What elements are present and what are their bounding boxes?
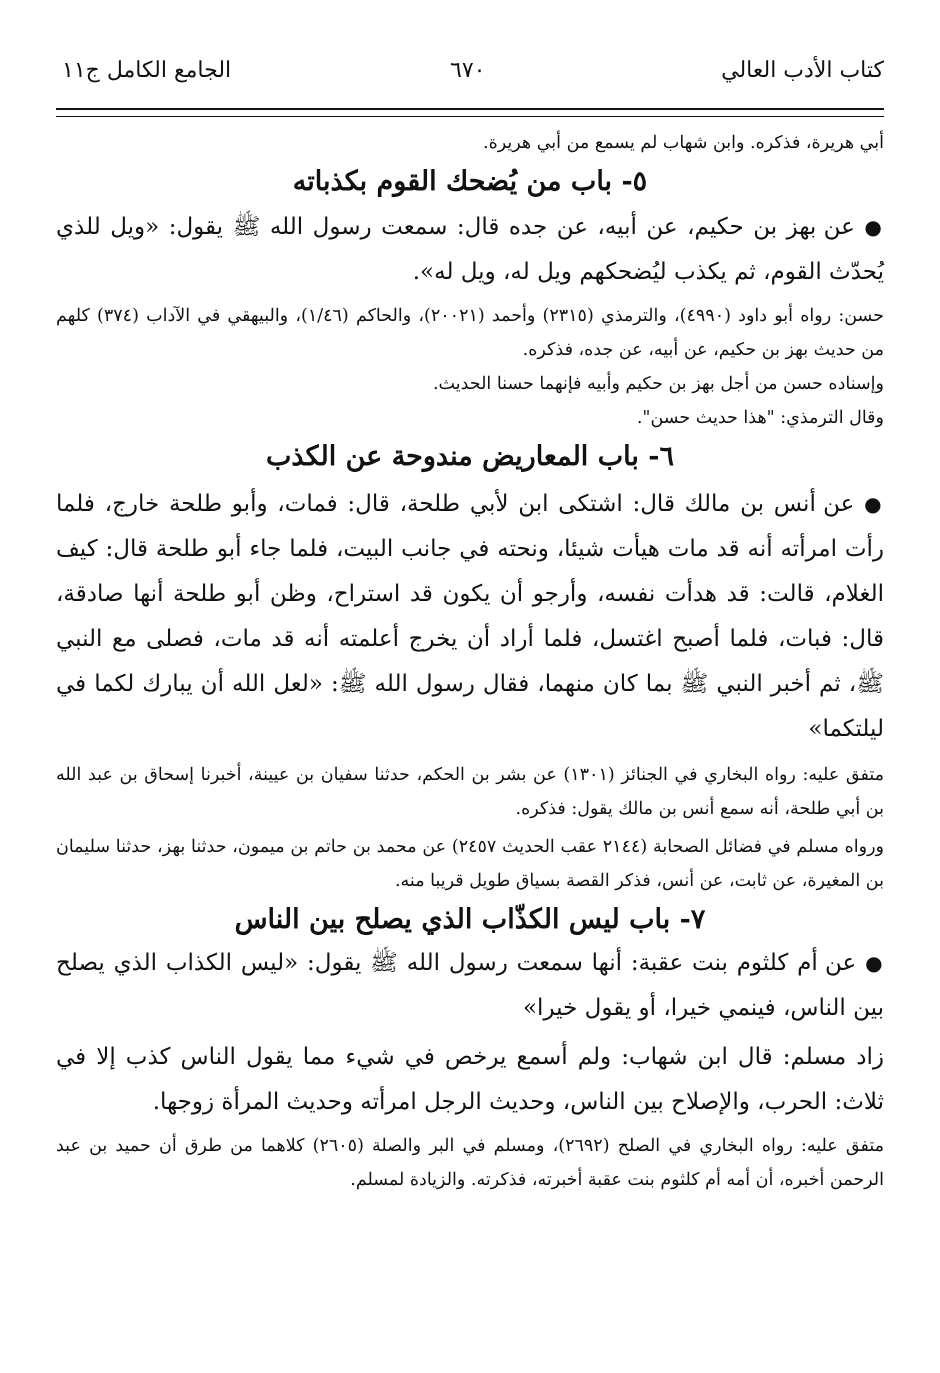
takhrij-note: متفق عليه: رواه البخاري في الصلح (٢٦٩٢)، ومسلم في البر والصلة (٢٦٠٥) كلاهما من طرق أن حميد بن عبد الرحمن أخبره، أن أمه أم كلثوم بنت عقبة أخبرته، فذكرته. والزيادة لمسلم.	[56, 1136, 884, 1190]
takhrij-note: حسن: رواه أبو داود (٤٩٩٠)، والترمذي (٢٣١٥) وأحمد (٢٠٠٢١)، والحاكم (١/٤٦)، والبيهقي في الآداب (٣٧٤) كلهم من حديث بهز بن حكيم، عن أبيه، عن جده، فذكره.	[56, 306, 884, 360]
takhrij-note: ورواه مسلم في فضائل الصحابة (٢١٤٤ عقب الحديث ٢٤٥٧) عن محمد بن حاتم بن ميمون، حدثنا بهز، حدثنا سليمان بن المغيرة، عن ثابت، عن أنس، فذكر القصة بسياق طويل قريبا منه.	[56, 837, 884, 891]
header-rule-thin	[56, 116, 884, 117]
hadith-text: عن بهز بن حكيم، عن أبيه، عن جده قال: سمعت رسول الله ﷺ يقول: «ويل للذي يُحدّث القوم، ثم يكذب ليُضحكهم ويل له، ويل له».	[56, 214, 884, 285]
addition-paragraph: زاد مسلم: قال ابن شهاب: ولم أسمع يرخص في شيء مما يقول الناس كذب إلا في ثلاث: الحرب، والإصلاح بين الناس، وحديث الرجل امرأته وحديث المرأة زوجها.	[56, 1044, 884, 1115]
takhrij-note: متفق عليه: رواه البخاري في الجنائز (١٣٠١) عن بشر بن الحكم، حدثنا سفيان بن عيينة، أخبرنا إسحاق بن عبد الله بن أبي طلحة، أنه سمع أنس بن مالك يقول: فذكره.	[56, 765, 884, 819]
chapter-heading: ٦- باب المعاريض مندوحة عن الكذب	[266, 441, 674, 472]
hadith-paragraph	[56, 941, 884, 1031]
small-para: أبي هريرة، فذكره. وابن شهاب لم يسمع من أبي هريرة.	[483, 133, 884, 153]
hadith-text: عن أم كلثوم بنت عقبة: أنها سمعت رسول الله ﷺ يقول: «ليس الكذاب الذي يصلح بين الناس، فينمي خيرا، أو يقول خيرا»	[56, 950, 884, 1021]
bullet-icon: ●	[864, 215, 885, 239]
header-rule-thick	[56, 108, 884, 110]
hadith-text: عن أنس بن مالك قال: اشتكى ابن لأبي طلحة، قال: فمات، وأبو طلحة خارج، فلما رأت امرأته أنه قد مات هيأت شيئا، ونحته في جانب البيت، فلما جاء أبو طلحة قال: كيف الغلام، قالت: قد هدأت نفسه، وأرجو أن يكون قد استراح، وظن أبو طلحة أنها صادقة، قال: فبات، فلما أصبح اغتسل، فلما أراد أن يخرج أعلمته أنه قد مات، فصلى مع النبي ﷺ، ثم أخبر النبي ﷺ بما كان منهما، فقال رسول الله ﷺ: «لعل الله أن يبارك لكما في ليلتكما»	[56, 491, 884, 742]
running-header-volume: الجامع الكامل ج١١	[62, 58, 232, 83]
chapter-heading: ٥- باب من يُضحك القوم بكذباته	[292, 166, 648, 197]
takhrij-note: وقال الترمذي: "هذا حديث حسن".	[636, 408, 884, 428]
bullet-icon: ●	[865, 951, 885, 975]
page-number: ٦٧٠	[450, 58, 486, 83]
running-header-book-title: كتاب الأدب العالي	[721, 58, 884, 83]
page-body	[56, 126, 884, 1197]
chapter-heading: ٧- باب ليس الكذّاب الذي يصلح بين الناس	[234, 904, 706, 935]
bullet-icon: ●	[864, 492, 885, 516]
hadith-paragraph	[56, 205, 884, 295]
takhrij-note: وإسناده حسن من أجل بهز بن حكيم وأبيه فإنهما حسنا الحديث.	[432, 374, 884, 394]
hadith-paragraph	[56, 482, 884, 752]
